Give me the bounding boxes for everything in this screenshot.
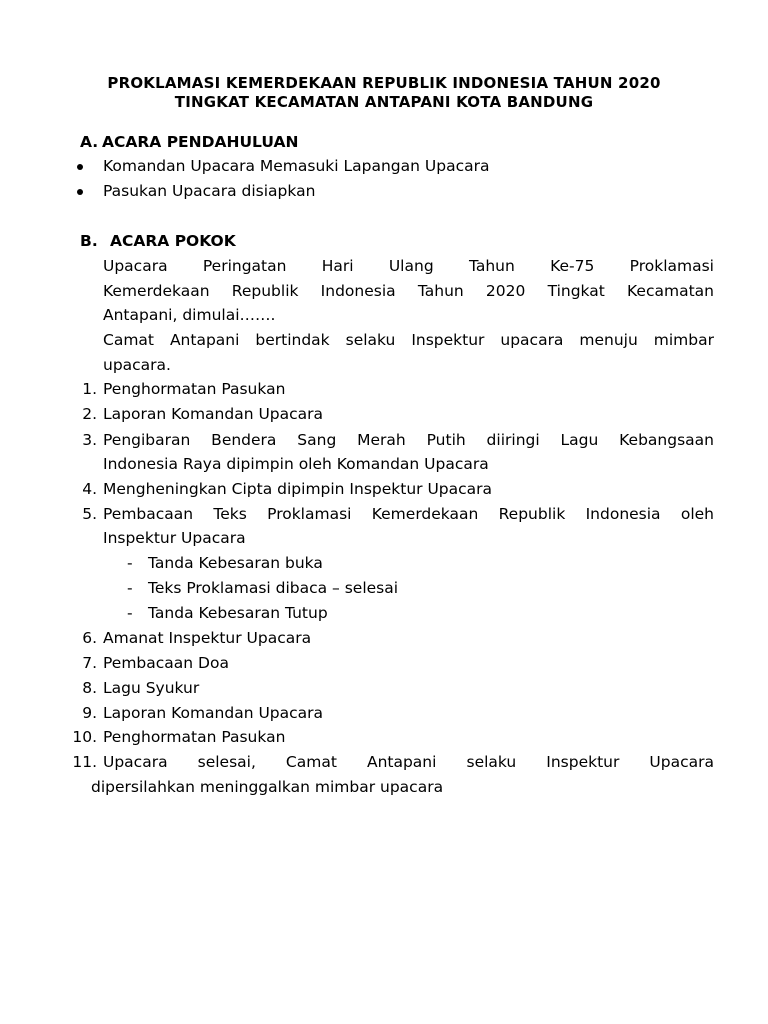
list-item-continuation: Indonesia Raya dipimpin oleh Komandan Upacara [103, 455, 489, 473]
sub-item: Teks Proklamasi dibaca – selesai [148, 579, 399, 597]
bullet-dot [77, 189, 83, 195]
list-item: Penghormatan Pasukan [103, 380, 286, 398]
intro-line-5: upacara. [103, 356, 171, 374]
list-item: Laporan Komandan Upacara [103, 704, 324, 722]
sub-item-dash: - [127, 554, 133, 572]
sub-item: Tanda Kebesaran buka [148, 554, 323, 572]
section-b-letter: B. [80, 232, 98, 250]
intro-line-2: Kemerdekaan Republik Indonesia Tahun 2020 Tingkat Kecamatan [103, 282, 714, 300]
section-b-heading: ACARA POKOK [110, 232, 236, 250]
item-number: 9. [82, 704, 97, 722]
list-item: Laporan Komandan Upacara [103, 405, 324, 423]
document-title-line-2: TINGKAT KECAMATAN ANTAPANI KOTA BANDUNG [174, 93, 594, 111]
list-item: Pembacaan Teks Proklamasi Kemerdekaan Republik Indonesia oleh [103, 505, 714, 523]
item-number: 1. [82, 380, 97, 398]
intro-line-3: Antapani, dimulai……. [103, 306, 276, 324]
list-item: Lagu Syukur [103, 679, 200, 697]
list-item-continuation: dipersilahkan meninggalkan mimbar upacara [91, 778, 444, 796]
sub-item-dash: - [127, 604, 133, 622]
list-item: Pembacaan Doa [103, 654, 229, 672]
section-a-bullet-1: Komandan Upacara Memasuki Lapangan Upacara [103, 157, 490, 175]
bullet-dot [77, 164, 83, 170]
section-a-bullet-2: Pasukan Upacara disiapkan [103, 182, 316, 200]
item-number: 4. [82, 480, 97, 498]
list-item: Upacara selesai, Camat Antapani selaku Inspektur Upacara [103, 753, 714, 771]
list-item: Amanat Inspektur Upacara [103, 629, 312, 647]
section-a-heading: ACARA PENDAHULUAN [102, 133, 299, 151]
sub-item: Tanda Kebesaran Tutup [148, 604, 328, 622]
intro-line-1: Upacara Peringatan Hari Ulang Tahun Ke-75 Proklamasi [103, 257, 714, 275]
item-number: 3. [82, 431, 97, 449]
item-number: 2. [82, 405, 97, 423]
list-item-continuation: Inspektur Upacara [103, 529, 246, 547]
item-number: 5. [82, 505, 97, 523]
item-number: 6. [82, 629, 97, 647]
list-item: Pengibaran Bendera Sang Merah Putih diiringi Lagu Kebangsaan [103, 431, 714, 449]
item-number: 8. [82, 679, 97, 697]
item-number: 10. [72, 728, 97, 746]
intro-line-4: Camat Antapani bertindak selaku Inspektur upacara menuju mimbar [103, 331, 714, 349]
item-number: 11. [72, 753, 97, 771]
list-item: Mengheningkan Cipta dipimpin Inspektur Upacara [103, 480, 493, 498]
section-a-letter: A. [80, 133, 99, 151]
document-title-line-1: PROKLAMASI KEMERDEKAAN REPUBLIK INDONESIA TAHUN 2020 [107, 74, 661, 92]
item-number: 7. [82, 654, 97, 672]
list-item: Penghormatan Pasukan [103, 728, 286, 746]
sub-item-dash: - [127, 579, 133, 597]
